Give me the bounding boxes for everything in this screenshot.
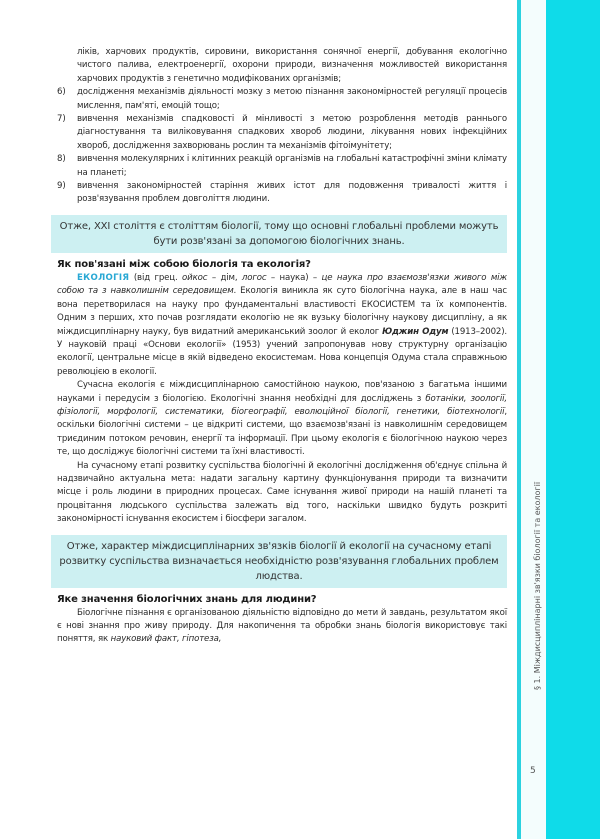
text: . Екологія виникла як суто біологічна наука, але в наш час вона перетворилася на науку про фундаментальні властивості ЕКОСИСТЕМ та їх компонентів. Одним з перших, хто почав розглядати екологію не як вузьку біологічну наукову дисципліну, а як міждисциплінарну науку, був видатний американський зоолог й еколог	[57, 286, 507, 337]
text: , оскільки біологічні системи – це відкриті системи, що взаємозв'язані із навколишнім середовищем триєдиним потоком речовин, енергії та інформації. При цьому екологія є біологічною наукою через те, що досліджує біологічні системи та їхні властивості.	[57, 406, 507, 458]
text: – наука) –	[266, 272, 322, 283]
greek-word: ойкос	[182, 272, 208, 283]
list-text: вивчення закономірностей старіння живих істот для подовження тривалості життя і розв'язування проблем довголіття людини.	[77, 181, 507, 205]
conclusion-callout: Отже, характер міждисциплінарних зв'язків біології й екології на сучасному етапі розвитку суспільства визначається необхідністю розв'язування глобальних проблем людства.	[51, 535, 507, 588]
section-heading: Як пов'язані між собою біологія та екологія?	[57, 258, 311, 270]
page-edge-color-band	[546, 0, 600, 839]
list-item-continuation: ліків, харчових продуктів, сировини, використання сонячної енергії, добування екологічно чистого палива, електроенергії, охорони природи, визначення можливостей використання харчових продуктів з генетично модифікованих організмів;	[77, 47, 507, 84]
list-text: вивчення механізмів спадковості й мінливості з метою розроблення методів раннього діагностування та виліковування спадкових хвороб людини, лікування нових інфекційних хвороб, дослідження захворювань рослин та механізмів фітоімунітету;	[77, 114, 507, 151]
text: (від грец.	[129, 272, 183, 283]
list-item	[57, 113, 507, 153]
list-number: 9)	[57, 181, 66, 192]
page-body	[57, 46, 507, 647]
paragraph-ecology-definition	[57, 272, 507, 379]
greek-word: логос	[241, 272, 267, 283]
term-ecology: ЕКОЛОГІЯ	[77, 272, 130, 283]
list-text: вивчення молекулярних і клітинних реакцій організмів на глобальні катастрофічні зміни клімату на планеті;	[77, 154, 507, 178]
paragraph-modern-ecology	[57, 379, 507, 459]
margin-strip	[521, 0, 546, 839]
definition: це наука про взаємозв'язки живого між собою та з навколишнім середовищем	[57, 272, 507, 297]
conclusion-callout: Отже, XXI століття є століттям біології, тому що основні глобальні проблеми можуть бути розв'язані за допомогою біологічних знань.	[51, 215, 507, 253]
text: (1913–2002). У науковій праці «Основи екології» (1953) учений запропонував нову структурну організацію екології, центральне місце в якій відведено екосистемам. Нова концепція Одума стала справжньою революцією в екології.	[57, 326, 508, 377]
concept-terms: науковий факт, гіпотеза,	[110, 634, 222, 645]
page-number: 5	[530, 766, 536, 776]
sciences-list: ботаніки, зоології, фізіології, морфології, систематики, біогеографії, еволюційної біології, генетики, біотехнології	[57, 393, 507, 417]
text: Біологічне пізнання є організованою діяльністю відповідно до мети й завдань, результатом якої є нові знання про живу природу. Для накопичення та обробки знань біологія використовує такі поняття, як	[57, 607, 507, 645]
text: – дім,	[207, 272, 242, 283]
list-item	[57, 153, 507, 180]
section-heading: Яке значення біологічних знань для людини?	[57, 593, 317, 605]
list-number: 7)	[57, 114, 66, 125]
paragraph-biological-knowledge	[57, 607, 507, 647]
person-name: Юджин Одум	[382, 326, 449, 337]
text: Сучасна екологія є міждисциплінарною самостійною наукою, пов'язаною з багатьма іншими науками і передусім з біологією. Екологічні знання необхідні для досліджень з	[57, 380, 507, 404]
list-text: дослідження механізмів діяльності мозку з метою пізнання закономірностей регуляції процесів мислення, пам'яті, емоцій тощо;	[77, 87, 507, 111]
list-item	[57, 180, 507, 207]
list-number: 8)	[57, 154, 66, 165]
paragraph-common-goal: На сучасному етапі розвитку суспільства біологічні й екологічні дослідження об'єднує спільна й надзвичайно актуальна мета: надати загальну картину функціонування природи та визначити місце і роль людини в природних процесах. Саме існування живої природи на нашій планеті та процвітання людського суспільства залежать від того, наскільки швидко будуть розкриті закономірності існування екосистем і біосфери загалом.	[57, 460, 507, 525]
list-number: 6)	[57, 87, 66, 98]
running-head: § 1. Міждисциплінарні зв'язки біології та екології	[533, 481, 542, 690]
list-item	[57, 86, 507, 113]
